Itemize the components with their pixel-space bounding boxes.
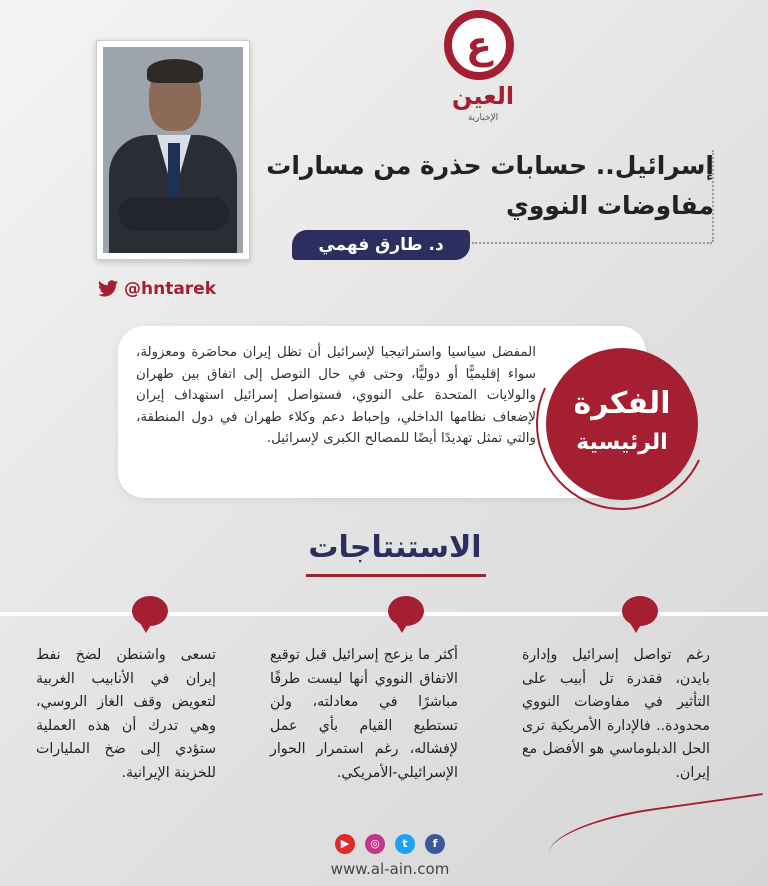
conclusion-item-2: أكثر ما يزعج إسرائيل قبل توقيع الاتفاق النووي أنها ليست طرفًا مباشرًا في معادلته، ولن تستطيع القيام بأي عمل لإفشاله، رغم استمرار الحوار الإسرائيلي-الأمريكي. <box>270 647 458 781</box>
conclusion-item-3: تسعى واشنطن لضخ نفط إيران في الأنابيب الغربية لتعويض وقف الغاز الروسي، وهي تدرك أن هذه العملية ستؤدي إلى ضخ المليارات للخزينة الإيرانية. <box>36 647 216 781</box>
twitter-icon <box>98 280 120 298</box>
speech-bubble-icon <box>622 596 658 626</box>
twitter-handle[interactable] <box>98 278 216 300</box>
main-idea-badge <box>546 348 698 500</box>
main-idea-label-1: الفكرة <box>573 386 671 421</box>
title-divider-horizontal <box>472 242 712 244</box>
title-line-1: إسرائيل.. حسابات حذرة من مسارات <box>266 151 714 180</box>
logo-name: العين <box>451 82 515 110</box>
speech-bubble-icon <box>388 596 424 626</box>
social-links <box>310 834 470 854</box>
logo-glyph: ع <box>466 23 492 67</box>
logo-subtitle: الإخبارية <box>467 113 499 123</box>
speech-bubble-icon <box>132 596 168 626</box>
author-name: د. طارق فهمي <box>292 230 470 260</box>
main-idea-text: المفضل سياسيا واستراتيجيا لإسرائيل أن تظل إيران محاصَرة ومعزولة، سواء إقليميًّا أو دوليًّا، وحتى في حال التوصل إلى اتفاق بين طهران والولايات المتحدة على النووي، فستواصل إسرائيل استهداف إيران لإضعاف نظامها الداخلي، وإحباط دعم وكلاء طهران في دول المنطقة، والتي تمثل تهديدًا أيضًا للمصالح الكبرى لإسرائيل. <box>136 345 536 446</box>
main-idea-label-2: الرئيسية <box>576 430 668 455</box>
website-url[interactable]: www.al-ain.com <box>330 860 450 878</box>
title-line-2: مفاوضات النووي <box>505 191 714 220</box>
title-divider <box>712 150 715 242</box>
decorative-curve <box>545 793 768 885</box>
twitter-icon[interactable]: t <box>395 834 415 854</box>
article-title <box>262 146 714 226</box>
al-ain-logo <box>438 10 530 130</box>
conclusions-title: الاستنتاجات <box>308 530 482 565</box>
facebook-icon[interactable]: f <box>425 834 445 854</box>
conclusion-item-1: رغم تواصل إسرائيل وإدارة بايدن، فقدرة تل أبيب على التأثير في مفاوضات النووي محدودة.. فالإدارة الأمريكية ترى الحل الدبلوماسي هو الأفضل مع إيران. <box>522 647 710 781</box>
conclusions-underline <box>306 574 486 577</box>
instagram-icon[interactable]: ◎ <box>365 834 385 854</box>
twitter-handle-text: @hntarek <box>124 279 217 299</box>
author-photo <box>96 40 250 260</box>
youtube-icon[interactable]: ▶ <box>335 834 355 854</box>
